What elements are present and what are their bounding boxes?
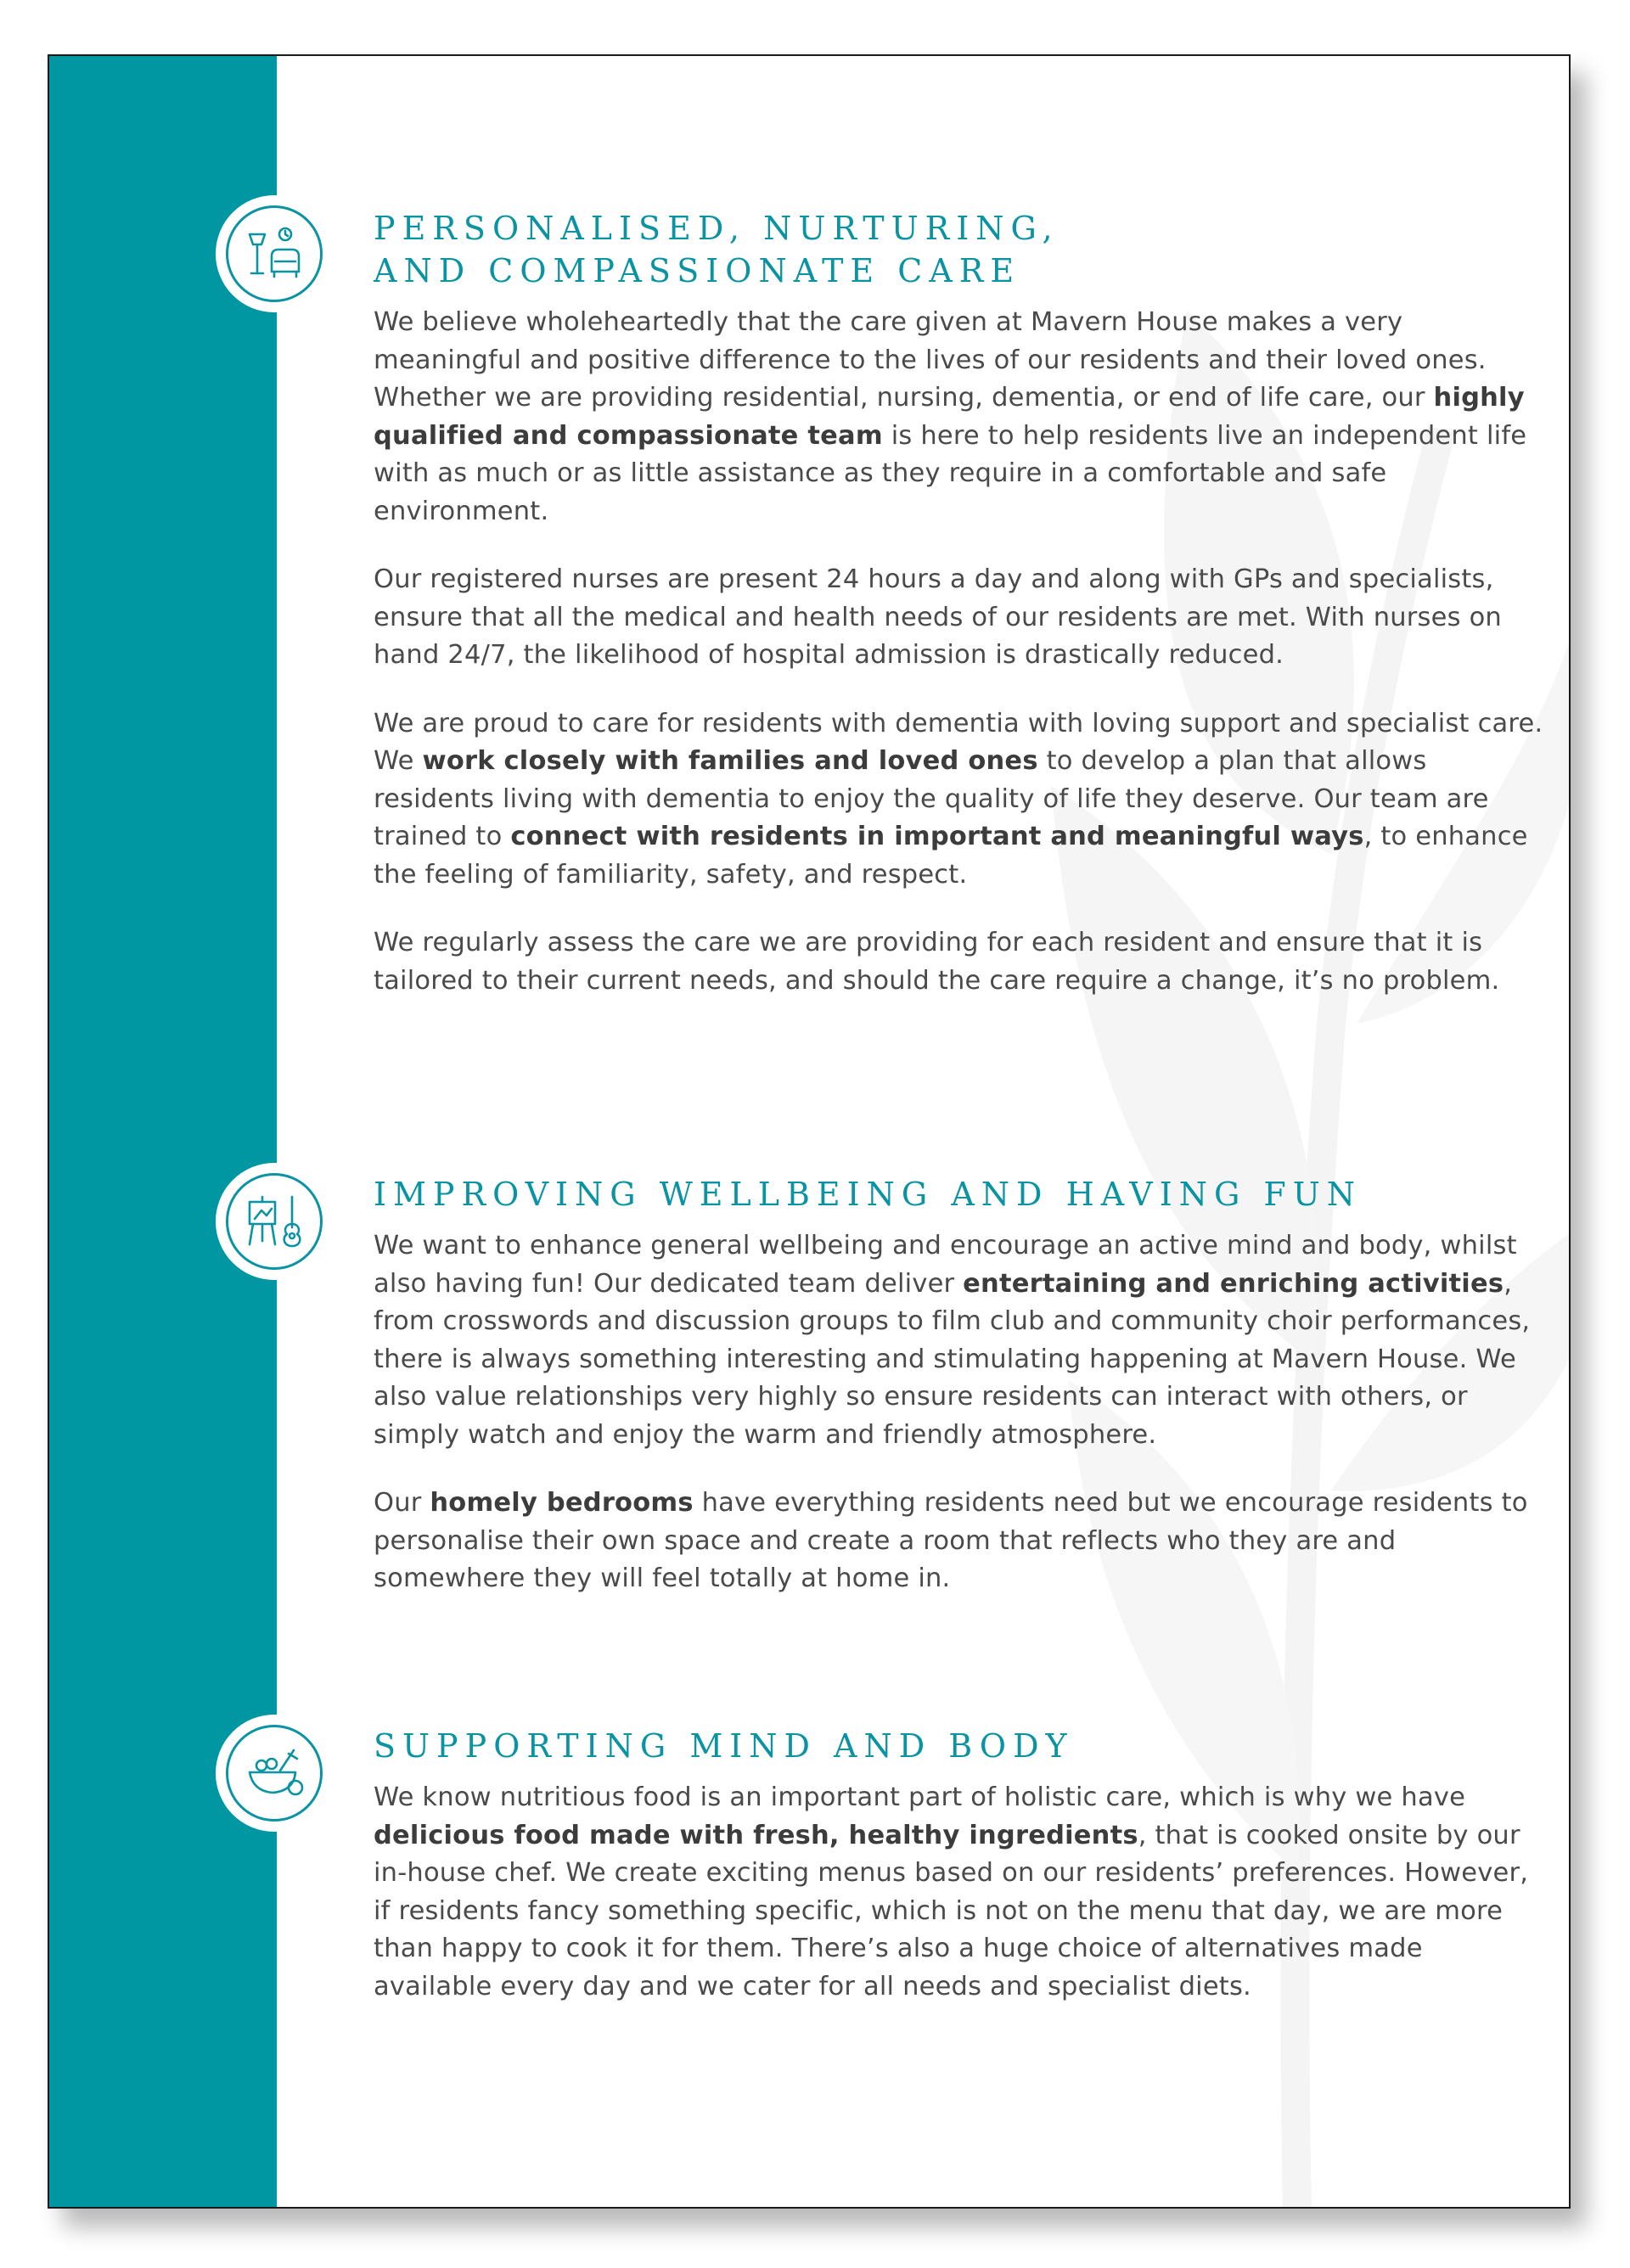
heading-line: IMPROVING WELLBEING AND HAVING FUN — [374, 1176, 1363, 1213]
body-text: We regularly assess the care we are providing for each resident and ensure that it is tailored to their current needs, and should the care require a change, it’s no problem. — [374, 928, 1500, 996]
body-text: We believe wholeheartedly that the care given at Mavern House makes a very meaningful and positive difference to the lives of our residents and their loved ones. Whether we are providing residential, nursing, dementia, or end of life care, our — [374, 307, 1487, 413]
body-text: , from crosswords and discussion groups to film club and community choir performances, there is always something interesting and stimulating happening at Mavern House. We also value relationships very highly so ensure residents can interact with others, or simply watch and enjoy the warm and friendly atmosphere. — [374, 1268, 1531, 1450]
body-paragraph — [374, 304, 1545, 531]
emphasis-text: connect with residents in important and meaningful ways — [510, 822, 1364, 851]
emphasis-text: delicious food made with fresh, healthy ingredients — [374, 1820, 1138, 1850]
easel-guitar-icon — [243, 1190, 306, 1253]
heading-line: PERSONALISED, NURTURING, — [374, 210, 1060, 247]
section-mind-body — [374, 1725, 1545, 2036]
body-paragraph — [374, 705, 1545, 895]
section-wellbeing-fun — [374, 1173, 1545, 1629]
emphasis-text: work closely with families and loved ones — [422, 746, 1038, 776]
emphasis-text: highly qualified and compassionate team — [374, 383, 1525, 451]
body-text: , that is cooked onsite by our in-house chef. We create exciting menus based on our residents’ preferences. However, if residents fancy something specific, which is not on the menu that day, we are more than happy to cook it for them. There’s also a huge choice of alternatives made available every day and we cater for all needs and specialist diets. — [374, 1820, 1529, 2001]
body-paragraph — [374, 924, 1545, 1000]
body-paragraph — [374, 561, 1545, 675]
section-icon-badge — [216, 195, 333, 312]
body-paragraph — [374, 1227, 1545, 1454]
section-heading — [374, 1725, 1545, 1767]
section-icon-badge — [216, 1163, 333, 1280]
heading-line: AND COMPASSIONATE CARE — [374, 252, 1021, 289]
mixing-bowl-icon — [243, 1742, 306, 1805]
section-heading — [374, 1173, 1545, 1215]
body-text: Our registered nurses are present 24 hours a day and along with GPs and specialists, ensure that all the medical and health needs of our residents are met. With nurses on hand 24/7, the likelihood of hospital admission is drastically reduced. — [374, 564, 1502, 670]
body-text: , to enhance the feeling of familiarity, safety, and respect. — [374, 822, 1528, 890]
body-text: Our — [374, 1488, 430, 1518]
body-text: is here to help residents live an independent life with as much or as little assistance as they require in a comfortable and safe environment. — [374, 420, 1527, 526]
body-text: We are proud to care for residents with dementia with loving support and specialist care. We — [374, 708, 1543, 776]
accent-stripe — [49, 56, 277, 2207]
heading-line: SUPPORTING MIND AND BODY — [374, 1727, 1074, 1765]
body-text: We want to enhance general wellbeing and encourage an active mind and body, whilst also having fun! Our dedicated team deliver — [374, 1231, 1517, 1299]
emphasis-text: homely bedrooms — [430, 1488, 694, 1518]
lamp-armchair-icon — [243, 222, 306, 285]
body-paragraph — [374, 1485, 1545, 1598]
section-heading — [374, 207, 1545, 292]
body-text: to develop a plan that allows residents living with dementia to enjoy the quality of life they deserve. Our team are trained to — [374, 746, 1489, 851]
brochure-page — [48, 54, 1571, 2209]
body-paragraph — [374, 1779, 1545, 2006]
emphasis-text: entertaining and enriching activities — [963, 1268, 1504, 1299]
body-text: We know nutritious food is an important part of holistic care, which is why we have — [374, 1782, 1466, 1812]
body-text: have everything residents need but we encourage residents to personalise their own space and create a room that reflects who they are and somewhere they will feel totally at home in. — [374, 1488, 1528, 1593]
section-personalised-care — [374, 207, 1545, 1030]
section-icon-badge — [216, 1715, 333, 1832]
